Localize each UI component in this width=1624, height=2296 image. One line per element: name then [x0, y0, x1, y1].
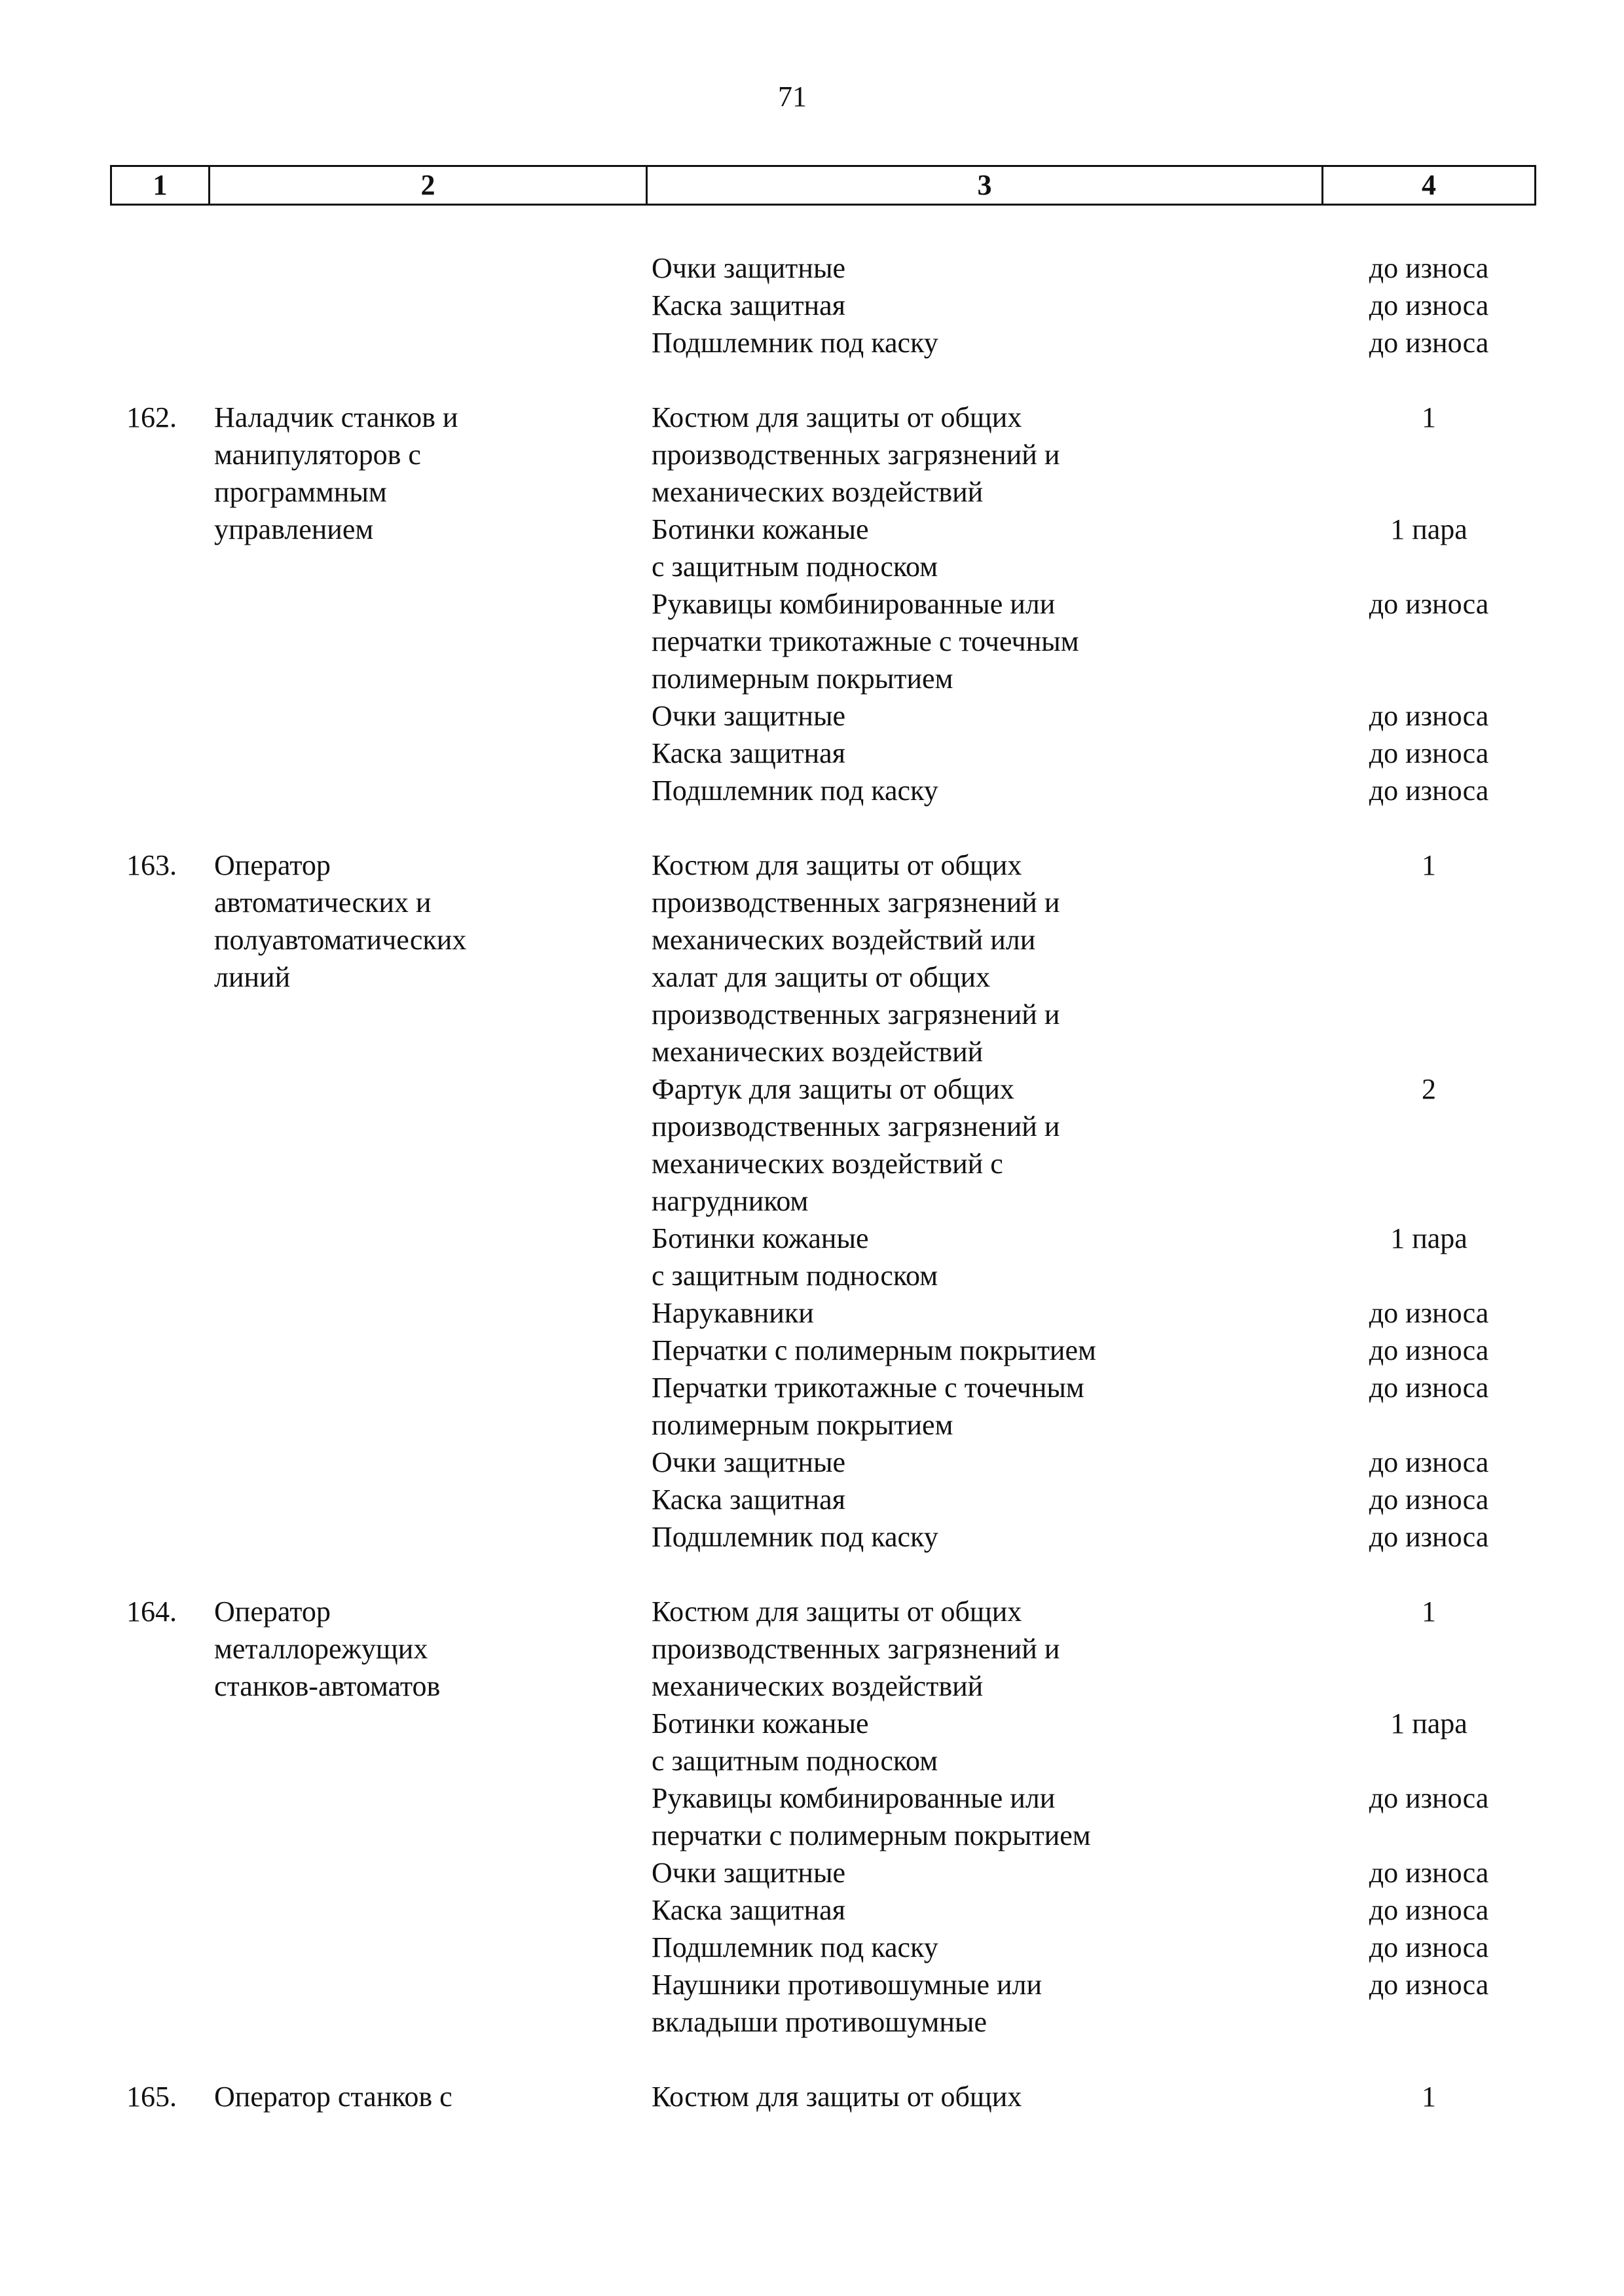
profession-name: [208, 847, 646, 1556]
list-item: [646, 1891, 1536, 1929]
list-item: [646, 1481, 1536, 1518]
ppe-item-name: [646, 1929, 1321, 1966]
issue-norm: до износа: [1369, 1484, 1489, 1516]
row-number: 164.: [126, 1595, 177, 1628]
ppe-item-name: [646, 1220, 1321, 1294]
ppe-item-line: Фартук для защиты от общих: [652, 1073, 1014, 1105]
ppe-item-line: с защитным подноском: [652, 1745, 938, 1777]
row-number: 163.: [126, 849, 177, 881]
ppe-item-line: механических воздействий или: [652, 924, 1036, 956]
list-item: [646, 1518, 1536, 1556]
profession-name-line: программным: [214, 476, 387, 508]
issue-norm: до износа: [1369, 1969, 1489, 2001]
ppe-item-line: перчатки трикотажные с точечным: [652, 625, 1079, 657]
list-item: [646, 1294, 1536, 1332]
issue-norm: 1 пара: [1390, 1222, 1467, 1254]
table-row: [110, 2078, 1536, 2115]
ppe-item-name: [646, 1854, 1321, 1891]
ppe-item-line: Ботинки кожаные: [652, 513, 869, 545]
issue-norm: 1: [1422, 2081, 1436, 2113]
issue-norm: до износа: [1369, 1894, 1489, 1926]
ppe-item-name: [646, 1369, 1321, 1444]
list-item: [646, 399, 1536, 511]
ppe-item-name: [646, 772, 1321, 809]
profession-name: [208, 249, 646, 361]
ppe-item-line: Подшлемник под каску: [652, 1521, 938, 1553]
ppe-item-name: [646, 585, 1321, 697]
ppe-item-name: [646, 287, 1321, 324]
table-header: [110, 165, 1536, 206]
issue-norm: 1 пара: [1390, 1707, 1467, 1740]
issue-norm: до износа: [1369, 700, 1489, 732]
issue-norm: до износа: [1369, 289, 1489, 321]
page-number: 71: [778, 81, 807, 113]
ppe-item-name: [646, 324, 1321, 361]
ppe-item-line: Очки защитные: [652, 700, 846, 732]
issue-norm: 1: [1422, 1595, 1436, 1628]
ppe-item-name: [646, 847, 1321, 1070]
ppe-item-line: производственных загрязнений и: [652, 998, 1060, 1030]
issue-norm: до износа: [1369, 737, 1489, 769]
ppe-item-name: [646, 1966, 1321, 2041]
ppe-item-name: [646, 1593, 1321, 1705]
ppe-item-line: механических воздействий: [652, 1670, 984, 1702]
list-item: [646, 1332, 1536, 1369]
ppe-list: [646, 1593, 1536, 2041]
ppe-item-name: [646, 1891, 1321, 1929]
list-item: [646, 1854, 1536, 1891]
list-item: [646, 287, 1536, 324]
ppe-item-line: механических воздействий: [652, 1036, 984, 1068]
ppe-item-line: механических воздействий с: [652, 1148, 1003, 1180]
issue-norm: до износа: [1369, 1446, 1489, 1478]
ppe-item-line: производственных загрязнений и: [652, 1110, 1060, 1142]
ppe-item-line: Рукавицы комбинированные или: [652, 588, 1056, 620]
ppe-item-line: Перчатки с полимерным покрытием: [652, 1334, 1096, 1366]
list-item: [646, 735, 1536, 772]
ppe-item-line: производственных загрязнений и: [652, 1633, 1060, 1665]
ppe-item-line: Ботинки кожаные: [652, 1222, 869, 1254]
ppe-item-line: Ботинки кожаные: [652, 1707, 869, 1740]
list-item: [646, 772, 1536, 809]
issue-norm: 1: [1422, 849, 1436, 881]
row-number: [110, 249, 208, 361]
ppe-item-line: нагрудником: [652, 1185, 809, 1217]
list-item: [646, 847, 1536, 1070]
ppe-item-line: механических воздействий: [652, 476, 984, 508]
profession-name-line: станков-автоматов: [214, 1670, 441, 1702]
ppe-item-name: [646, 1070, 1321, 1220]
list-item: [646, 1444, 1536, 1481]
profession-name-line: Оператор: [214, 1595, 331, 1628]
ppe-item-line: Костюм для защиты от общих: [652, 2081, 1022, 2113]
ppe-item-name: [646, 1332, 1321, 1369]
issue-norm: 1: [1422, 401, 1436, 433]
issue-norm: 1 пара: [1390, 513, 1467, 545]
ppe-item-line: Подшлемник под каску: [652, 1931, 938, 1963]
header-col-2: 2: [210, 167, 648, 204]
list-item: [646, 249, 1536, 287]
profession-name-line: Оператор: [214, 849, 331, 881]
profession-name-line: Оператор станков с: [214, 2081, 452, 2113]
ppe-item-line: Каска защитная: [652, 1894, 845, 1926]
header-col-4: 4: [1422, 169, 1436, 201]
ppe-item-name: [646, 511, 1321, 585]
issue-norm: до износа: [1369, 1334, 1489, 1366]
ppe-item-name: [646, 1444, 1321, 1481]
ppe-item-line: Каска защитная: [652, 1484, 845, 1516]
list-item: [646, 1966, 1536, 2041]
profession-name-line: автоматических и: [214, 886, 432, 919]
ppe-list: [646, 399, 1536, 809]
issue-norm: до износа: [1369, 1857, 1489, 1889]
ppe-item-line: Перчатки трикотажные с точечным: [652, 1372, 1084, 1404]
issue-norm: до износа: [1369, 774, 1489, 807]
issue-norm: до износа: [1369, 1782, 1489, 1814]
ppe-item-line: халат для защиты от общих: [652, 961, 991, 993]
ppe-item-name: [646, 697, 1321, 735]
issue-norm: до износа: [1369, 252, 1489, 284]
ppe-item-line: Очки защитные: [652, 1857, 846, 1889]
ppe-item-line: полимерным покрытием: [652, 663, 953, 695]
ppe-item-name: [646, 1294, 1321, 1332]
ppe-item-name: [646, 249, 1321, 287]
header-col-3: 3: [648, 167, 1323, 204]
ppe-item-line: Каска защитная: [652, 289, 845, 321]
ppe-item-line: Каска защитная: [652, 737, 845, 769]
issue-norm: до износа: [1369, 1372, 1489, 1404]
issue-norm: 2: [1422, 1073, 1436, 1105]
ppe-item-line: Подшлемник под каску: [652, 774, 938, 807]
issue-norm: до износа: [1369, 1521, 1489, 1553]
ppe-list: [646, 847, 1536, 1556]
list-item: [646, 511, 1536, 585]
ppe-item-name: [646, 1481, 1321, 1518]
ppe-item-line: производственных загрязнений и: [652, 439, 1060, 471]
ppe-item-line: вкладыши противошумные: [652, 2006, 987, 2038]
profession-name: [208, 1593, 646, 2041]
ppe-item-name: [646, 1518, 1321, 1556]
table-row: [110, 1593, 1536, 2041]
ppe-item-line: Очки защитные: [652, 1446, 846, 1478]
ppe-item-line: Нарукавники: [652, 1297, 814, 1329]
issue-norm: до износа: [1369, 1931, 1489, 1963]
profession-name-line: полуавтоматических: [214, 924, 467, 956]
list-item: [646, 324, 1536, 361]
ppe-item-line: Наушники противошумные или: [652, 1969, 1043, 2001]
issue-norm: до износа: [1369, 1297, 1489, 1329]
header-col-1: 1: [112, 167, 210, 204]
ppe-item-line: производственных загрязнений и: [652, 886, 1060, 919]
issue-norm: до износа: [1369, 588, 1489, 620]
list-item: [646, 1593, 1536, 1705]
list-item: [646, 1369, 1536, 1444]
ppe-item-name: [646, 2078, 1321, 2115]
ppe-list: [646, 2078, 1536, 2115]
profession-name-line: манипуляторов с: [214, 439, 421, 471]
ppe-item-line: Костюм для защиты от общих: [652, 849, 1022, 881]
ppe-item-line: с защитным подноском: [652, 1260, 938, 1292]
issue-norm: до износа: [1369, 327, 1489, 359]
ppe-item-name: [646, 1779, 1321, 1854]
profession-name-line: управлением: [214, 513, 374, 545]
table-row: [110, 399, 1536, 809]
ppe-item-line: Рукавицы комбинированные или: [652, 1782, 1056, 1814]
table-row: [110, 847, 1536, 1556]
ppe-item-name: [646, 1705, 1321, 1779]
list-item: [646, 2078, 1536, 2115]
list-item: [646, 1705, 1536, 1779]
list-item: [646, 697, 1536, 735]
table-body: [110, 249, 1536, 2115]
ppe-list: [646, 249, 1536, 361]
ppe-item-line: Костюм для защиты от общих: [652, 1595, 1022, 1628]
ppe-item-name: [646, 735, 1321, 772]
ppe-item-line: с защитным подноском: [652, 551, 938, 583]
ppe-item-line: перчатки с полимерным покрытием: [652, 1819, 1091, 1851]
ppe-item-name: [646, 399, 1321, 511]
list-item: [646, 1220, 1536, 1294]
profession-name: [208, 399, 646, 809]
profession-name: [208, 2078, 646, 2115]
ppe-item-line: полимерным покрытием: [652, 1409, 953, 1441]
ppe-item-line: Очки защитные: [652, 252, 846, 284]
list-item: [646, 1779, 1536, 1854]
profession-name-line: линий: [214, 961, 291, 993]
row-number: 165.: [126, 2081, 177, 2113]
row-number: 162.: [126, 401, 177, 433]
profession-name-line: металлорежущих: [214, 1633, 428, 1665]
ppe-item-line: Подшлемник под каску: [652, 327, 938, 359]
profession-name-line: Наладчик станков и: [214, 401, 458, 433]
list-item: [646, 585, 1536, 697]
list-item: [646, 1929, 1536, 1966]
list-item: [646, 1070, 1536, 1220]
table-row: [110, 249, 1536, 361]
ppe-item-line: Костюм для защиты от общих: [652, 401, 1022, 433]
